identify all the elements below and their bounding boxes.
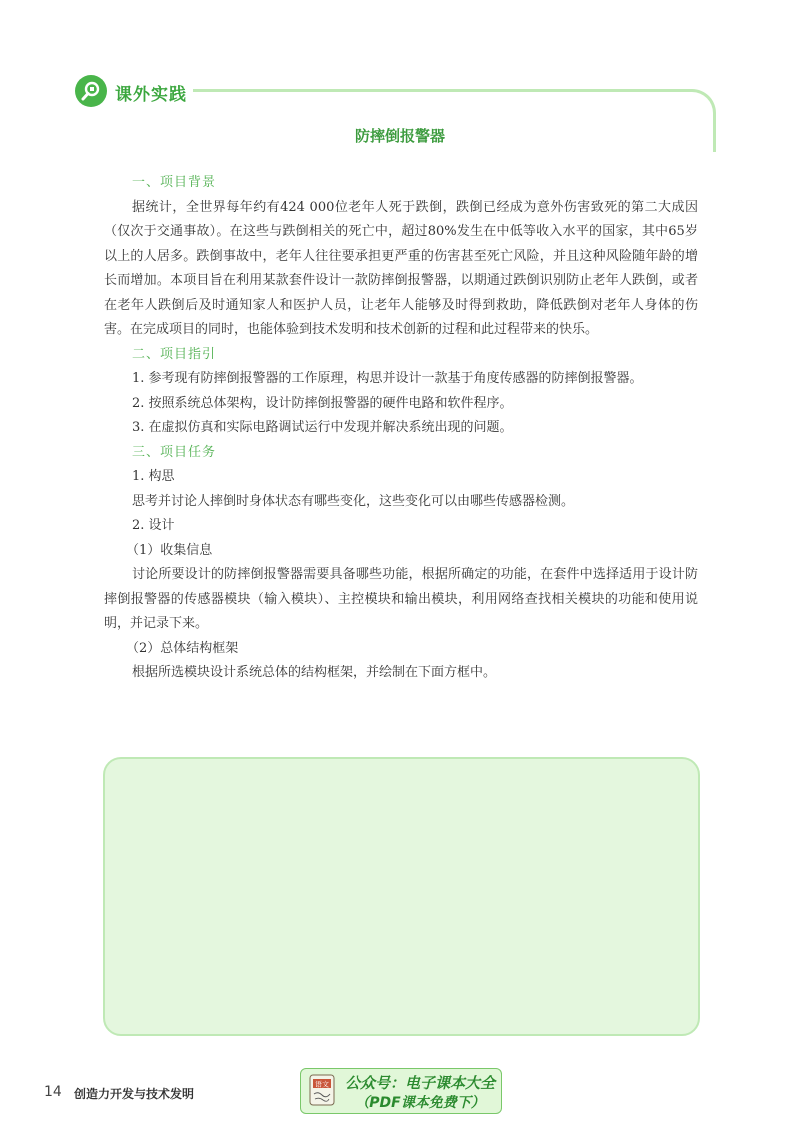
drawing-box[interactable] [103, 757, 700, 1036]
task-concept-heading: 1. 构思 [132, 469, 175, 484]
section-label: 课外实践 [115, 85, 187, 105]
stamp-line-2: （PDF课本免费下） [355, 1095, 485, 1111]
page-number: 14 [44, 1084, 62, 1100]
task-design-heading: 2. 设计 [132, 518, 175, 533]
task-collect-text: 讨论所要设计的防摔倒报警器需要具备哪些功能，根据所确定的功能，在套件中选择适用于设计防摔倒报警器的传感器模块（输入模块）、主控模块和输出模块，利用网络查找相关模块的功能和使用说明，并记录下来。 [104, 567, 698, 631]
book-title: 创造力开发与技术发明 [74, 1087, 195, 1101]
watermark-stamp [300, 1068, 502, 1114]
main-content [104, 171, 698, 686]
task-concept-text: 思考并讨论人摔倒时身体状态有哪些变化，这些变化可以由哪些传感器检测。 [132, 493, 575, 509]
background-paragraph: 据统计，全世界每年约有424 000位老年人死于跌倒，跌倒已经成为意外伤害致死的第二大成因（仅次于交通事故）。在这些与跌倒相关的死亡中，超过80%发生在中低等收入水平的国家，其中65岁以上的人居多。跌倒事故中，老年人往往要承担更严重的伤害甚至死亡风险，并且这种风险随年龄的增长而增加。本项目旨在利用某款套件设计一款防摔倒报警器，以期通过跌倒识别防止老年人跌倒，或者在老年人跌倒后及时通知家人和医护人员，让老年人能够及时得到救助，降低跌倒对老年人身体的伤害。在完成项目的同时，也能体验到技术发明和技术创新的过程和此过程带来的快乐。 [104, 199, 698, 337]
guide-item-2: 2. 按照系统总体架构，设计防摔倒报警器的硬件电路和软件程序。 [132, 395, 513, 411]
task-structure-heading: （2）总体结构框架 [126, 640, 239, 656]
heading-guide: 二、项目指引 [132, 346, 217, 362]
page-title: 防摔倒报警器 [354, 127, 445, 145]
task-collect-heading: （1）收集信息 [126, 542, 213, 558]
guide-item-1: 1. 参考现有防摔倒报警器的工作原理，构思并设计一款基于角度传感器的防摔倒报警器。 [132, 371, 643, 386]
magnifier-icon [75, 75, 107, 107]
guide-item-3: 3. 在虚拟仿真和实际电路调试运行中发现并解决系统出现的问题。 [132, 420, 513, 435]
stamp-line-1: 公众号：电子课本大全 [345, 1074, 496, 1092]
svg-text:语文: 语文 [315, 1080, 329, 1089]
heading-tasks: 三、项目任务 [132, 444, 217, 460]
task-structure-text: 根据所选模块设计系统总体的结构框架，并绘制在下面方框中。 [132, 665, 497, 680]
book-logo-icon [309, 1074, 335, 1106]
heading-background: 一、项目背景 [132, 175, 217, 190]
